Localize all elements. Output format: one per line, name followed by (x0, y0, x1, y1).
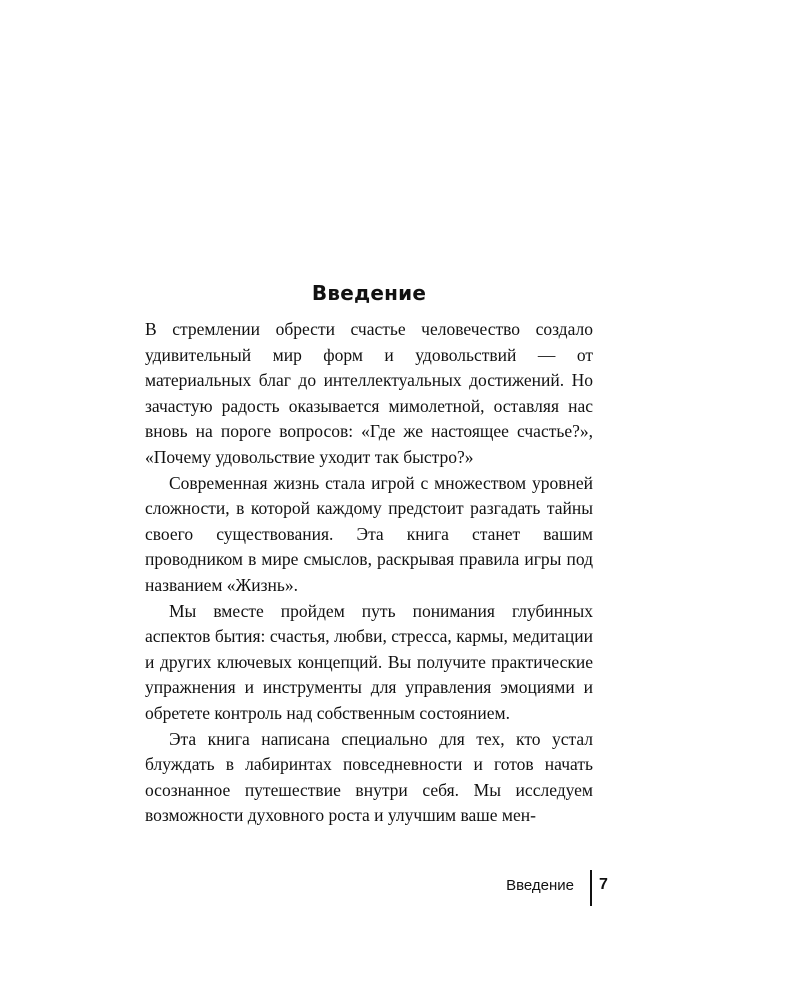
page-footer (440, 868, 620, 906)
paragraph-3: Мы вместе пройдем путь понимания глубинных аспектов бытия: счастья, любви, стресса, кармы, медитации и других ключевых концепций. Вы получите практические упражнения и инструменты для управления эмоциями и обретете контроль над собственным состоянием. (145, 600, 593, 723)
footer-divider (590, 870, 592, 906)
paragraph-2: Современная жизнь стала игрой с множеством уровней сложности, в которой каждому предстоит разгадать тайны своего существования. Эта книга станет вашим проводником в мире смыслов, раскрывая правила игры под названием «Жизнь». (145, 472, 593, 595)
page-number: 7 (599, 876, 608, 893)
body-text (145, 317, 593, 829)
paragraph-4: Эта книга написана специально для тех, кто устал блуждать в лабиринтах повседневности и готов начать осознанное путешествие внутри себя. Мы исследуем возможности духовного роста и улучшим ваше мен- (145, 728, 593, 826)
paragraph-1: В стремлении обрести счастье человечество создало удивительный мир форм и удовольствий — от материальных благ до интеллектуальных достижений. Но зачастую радость оказывается мимолетной, оставляя нас вновь на пороге вопросов: «Где же настоящее счастье?», «Почему удовольствие уходит так быстро?» (145, 319, 593, 467)
running-head: Введение (506, 877, 574, 894)
chapter-title: Введение (311, 281, 427, 305)
